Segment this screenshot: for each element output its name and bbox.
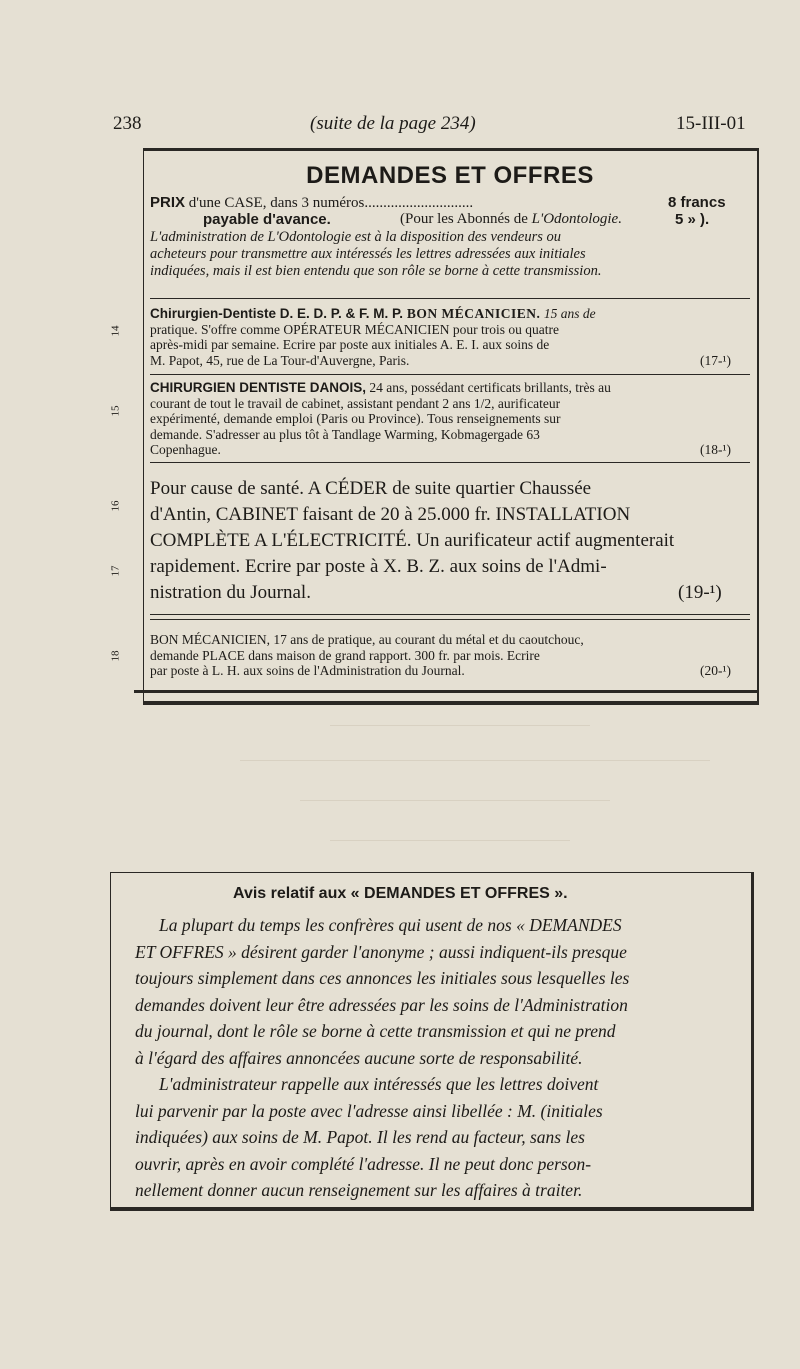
box-rule [134, 690, 759, 693]
ad-line: demande PLACE dans maison de grand rapport. 300 fr. par mois. Ecrire [150, 647, 540, 663]
avis-line: toujours simplement dans ces annonces les initiales sous lesquelles les [135, 968, 630, 988]
avis-line: à l'égard des affaires annoncées aucune sorte de responsabilité. [135, 1047, 583, 1068]
ad-ref: (20-¹) [700, 663, 732, 678]
ad-line: courant de tout le travail de cabinet, assistant pendant 2 ans 1/2, aurificateur [150, 395, 561, 411]
ad-18 [150, 380, 750, 458]
bleed-through [330, 725, 590, 726]
abonnes-value: 5 » ). [675, 211, 710, 228]
payable-line [203, 211, 331, 229]
margin-number: 18 [109, 650, 122, 662]
abonnes-line [400, 211, 622, 228]
ad-line: expérimenté, demande emploi (Paris ou Province). Tous renseignements sur [150, 411, 561, 426]
ad-rest: 24 ans, possédant certificats brillants, très au [366, 380, 611, 395]
prix-text: d'une CASE, dans 3 numéros............................. [185, 195, 474, 211]
running-title: (suite de la page 234) [310, 113, 476, 134]
ad-line: d'Antin, CABINET faisant de 20 à 25.000 fr. INSTALLATION [150, 504, 631, 525]
admin-line: L'administration de L'Odontologie est à la disposition des vendeurs ou [150, 229, 561, 245]
avis-line: ET OFFRES » désirent garder l'anonyme ; aussi indiquent-ils presque [135, 941, 627, 962]
bleed-through [240, 760, 710, 761]
divider [150, 619, 750, 620]
divider [150, 462, 750, 463]
ad-19 [150, 476, 750, 606]
admin-line: indiquées, mais il est bien entendu que son rôle se borne à cette transmission. [150, 263, 602, 279]
ad-line: par poste à L. H. aux soins de l'Administration du Journal. [150, 663, 465, 678]
bleed-through [300, 800, 610, 801]
ad-line: COMPLÈTE A L'ÉLECTRICITÉ. Un aurificateur actif augmenterait [150, 530, 675, 551]
ad-ref: (17-¹) [700, 353, 732, 368]
ad-line: M. Papot, 45, rue de La Tour-d'Auvergne, Paris. [150, 352, 410, 368]
section-title: DEMANDES ET OFFRES [306, 162, 594, 189]
avis-line: indiquées) aux soins de M. Papot. Il les rend au facteur, sans les [135, 1127, 585, 1147]
avis-line: lui parvenir par la poste avec l'adresse ainsi libellée : M. (initiales [135, 1100, 603, 1121]
margin-number: 15 [109, 405, 122, 417]
avis-line: ouvrir, après en avoir complété l'adresse. Il ne peut donc person- [135, 1153, 592, 1174]
payable-text: payable d'avance. [203, 211, 331, 228]
divider [150, 374, 750, 375]
ad-strong: BON MÉCANICIEN. [403, 306, 541, 321]
ad-line: nistration du Journal. [150, 582, 311, 603]
prix-label: PRIX [150, 194, 186, 211]
avis-line: nellement donner aucun renseignement sur les affaires à traiter. [135, 1180, 583, 1200]
ad-line: pratique. S'offre comme OPÉRATEUR MÉCANICIEN pour trois ou quatre [150, 321, 559, 337]
margin-number: 14 [109, 325, 122, 337]
ad-lead: CHIRURGIEN DENTISTE DANOIS, [150, 380, 367, 395]
abonnes-journal: L'Odontologie. [531, 211, 622, 227]
ad-line: BON MÉCANICIEN, 17 ans de pratique, au courant du métal et du caoutchouc, [150, 632, 584, 647]
margin-number: 16 [109, 500, 122, 512]
ad-line: après-midi par semaine. Ecrire par poste aux initiales A. E. I. aux soins de [150, 337, 550, 352]
abonnes-text: (Pour les Abonnés de [400, 211, 532, 227]
ad-ref: (18-¹) [700, 442, 732, 457]
avis-body [135, 912, 731, 1204]
avis-line: L'administrateur rappelle aux intéressés que les lettres doivent [159, 1074, 599, 1094]
page-number: 238 [113, 113, 142, 134]
avis-line: La plupart du temps les confrères qui usent de nos « DEMANDES [159, 915, 622, 935]
ad-line: Pour cause de santé. A CÉDER de suite quartier Chaussée [150, 478, 592, 499]
ad-20 [150, 632, 750, 679]
ad-lead: Chirurgien-Dentiste D. E. D. P. & F. M. P. [150, 306, 404, 321]
divider [150, 298, 750, 299]
admin-line: acheteurs pour transmettre aux intéressés les lettres adressées aux initiales [150, 246, 586, 262]
avis-line: demandes doivent leur être adressées par les soins de l'Administration [135, 994, 628, 1015]
ad-line: Copenhague. [150, 442, 221, 457]
ad-line: demande. S'adresser au plus tôt à Tandlage Warming, Kobmagergade 63 [150, 426, 540, 442]
avis-line: du journal, dont le rôle se borne à cette transmission et qui ne prend [135, 1021, 616, 1041]
issue-date: 15-III-01 [676, 113, 746, 134]
divider [150, 614, 750, 615]
ad-17 [150, 306, 750, 368]
prix-line [150, 194, 473, 212]
prix-value: 8 francs [668, 194, 726, 211]
ad-line: rapidement. Ecrire par poste à X. B. Z. aux soins de l'Admi- [150, 556, 607, 577]
ad-ref: (19-¹) [678, 582, 722, 603]
margin-number: 17 [109, 565, 122, 577]
ad-italic: 15 ans de [540, 306, 596, 321]
bleed-through [330, 840, 570, 841]
avis-title: Avis relatif aux « DEMANDES ET OFFRES ». [233, 885, 568, 902]
